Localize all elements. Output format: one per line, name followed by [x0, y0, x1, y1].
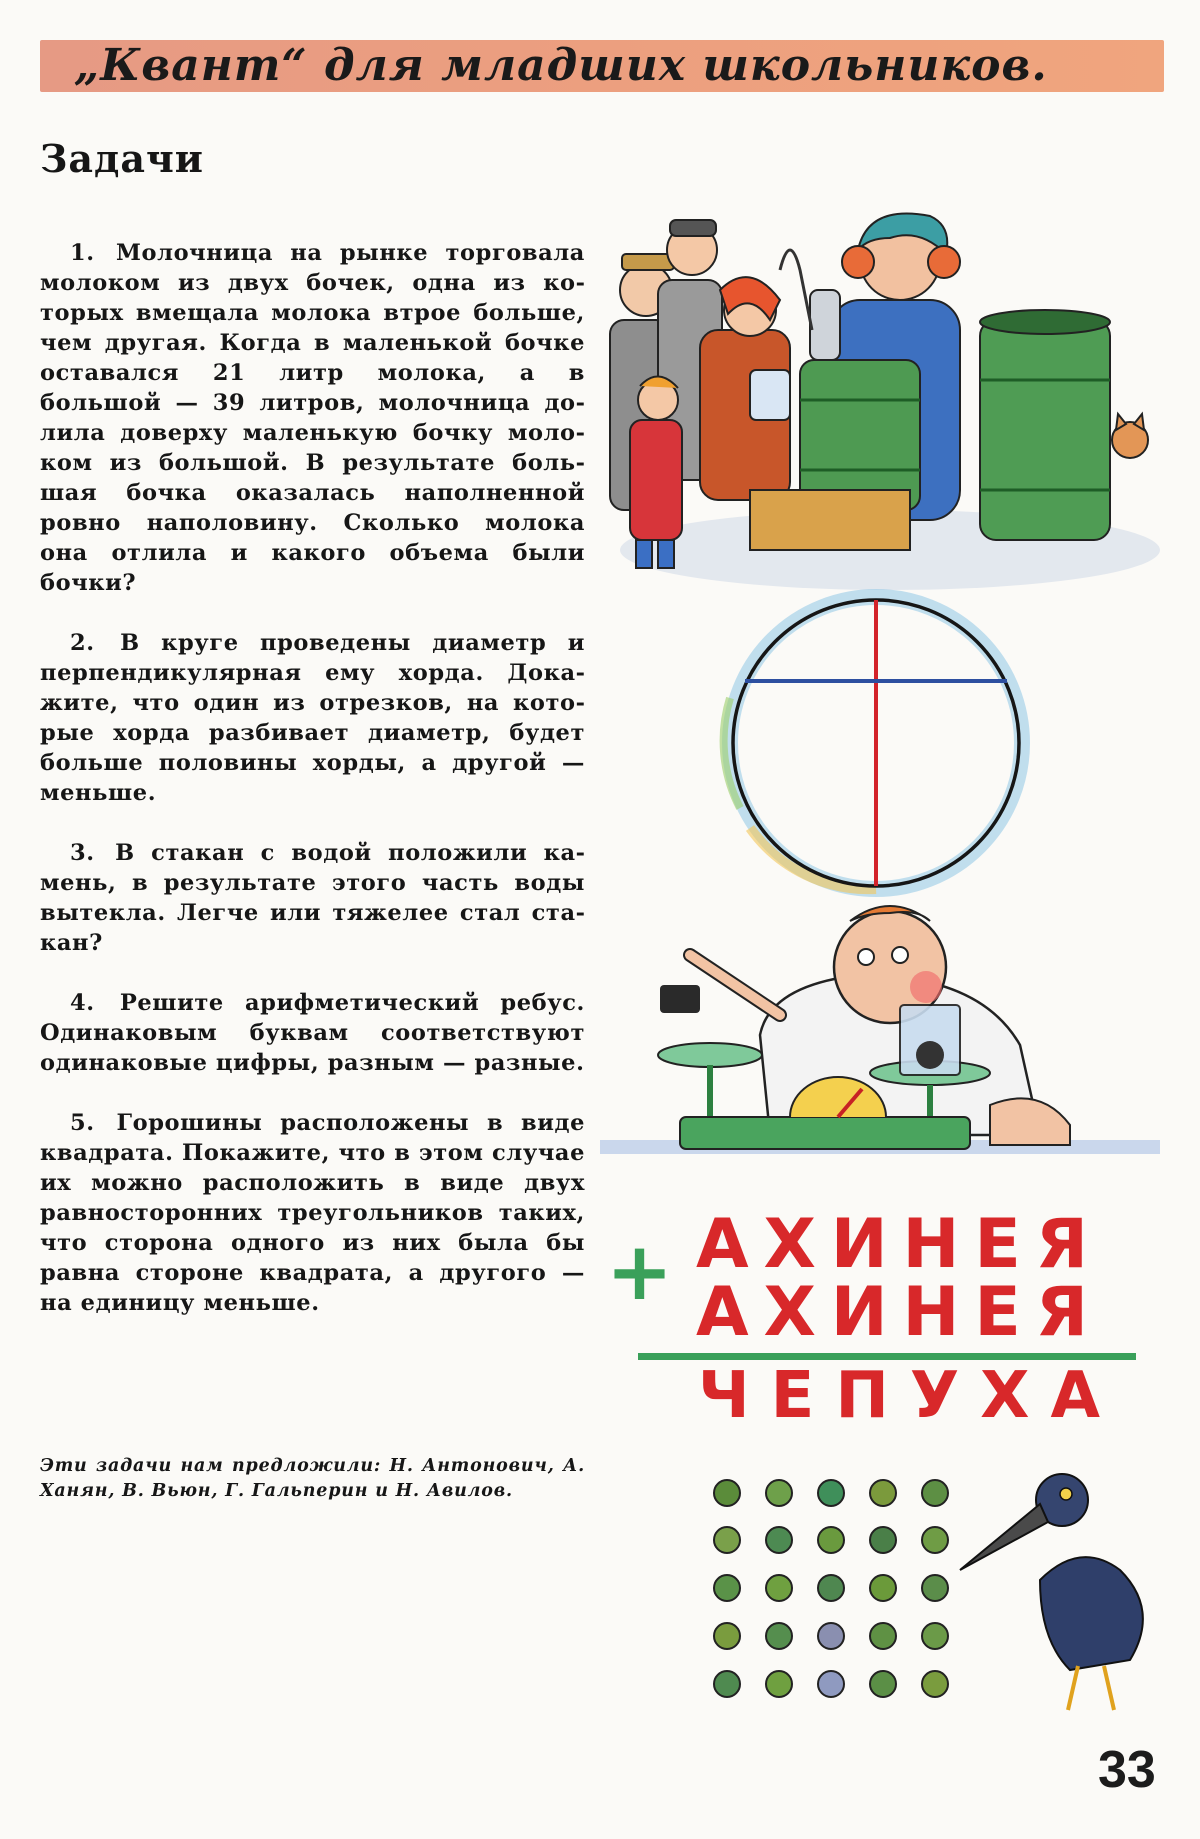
- problems-column: [40, 238, 585, 1348]
- problem-number: 4.: [70, 990, 95, 1016]
- problem-text: Горошины расположены в виде квадрата. Покажите, что в этом случае их можно расположить в виде двух равносторонних треугольников таких, что сторона одного из них была бы равна стороне квадрата, а другого — на единицу меньше.: [40, 1110, 585, 1316]
- rebus-result: ЧЕПУХА: [698, 1359, 1108, 1425]
- rebus-line-1: АХИНЕЯ: [696, 1205, 1096, 1284]
- page-number: 33: [1098, 1741, 1156, 1799]
- milkmaid-market-illustration: [600, 210, 1160, 600]
- problem-number: 2.: [70, 630, 95, 656]
- problem-number: 1.: [70, 240, 95, 266]
- problem-number: 3.: [70, 840, 95, 866]
- problem-text: Решите арифметический ребус. Одинаковым буквам соответствуют одинаковые цифры, разным — разные.: [40, 990, 585, 1076]
- problem-2: [40, 628, 585, 808]
- circle-diameter-chord-diagram: [600, 588, 1160, 898]
- credits: Эти задачи нам предложили: Н. Антонович, А. Ханян, В. Вьюн, Г. Гальперин и Н. Авилов.: [40, 1456, 585, 1501]
- problem-text: Молочница на рынке торговала молоком из двух бочек, одна из которых вмещала молока втрое больше, чем другая. Когда в маленькой бочке оставался 21 литр молока, а в большой — 39 литров, молочница долила доверху маленькую бочку молоком из большой. В результате большая бочка оказалась наполненной ровно наполовину. Сколько молока она отлила и какого объема были бочки?: [40, 240, 585, 596]
- problem-1: [40, 238, 585, 598]
- rebus-illustration: [600, 1195, 1160, 1425]
- peas-grid-with-crow-illustration: [600, 1460, 1160, 1720]
- section-title: Задачи: [40, 136, 204, 181]
- problem-text: В стакан с водой положили камень, в результате этого часть воды вытекла. Легче или тяжелее стал стакан?: [40, 840, 586, 956]
- problem-text: В круге проведены диаметр и перпендикулярная ему хорда. Докажите, что один из отрезков, на которые хорда разбивает диаметр, будет больше половины хорды, а другой — меньше.: [40, 630, 585, 806]
- banner-title: „Квант“ для младших школьников.: [74, 40, 1048, 91]
- peas-grid: [714, 1480, 948, 1697]
- rebus-line-2: АХИНЕЯ: [696, 1273, 1096, 1352]
- man-weighing-glass-illustration: [600, 895, 1160, 1185]
- problem-3: [40, 838, 585, 958]
- crow-icon: [960, 1474, 1143, 1710]
- problem-4: [40, 988, 585, 1078]
- header-banner: [40, 40, 1164, 92]
- rebus-operator: +: [606, 1225, 674, 1318]
- problem-number: 5.: [70, 1110, 95, 1136]
- problem-5: [40, 1108, 585, 1318]
